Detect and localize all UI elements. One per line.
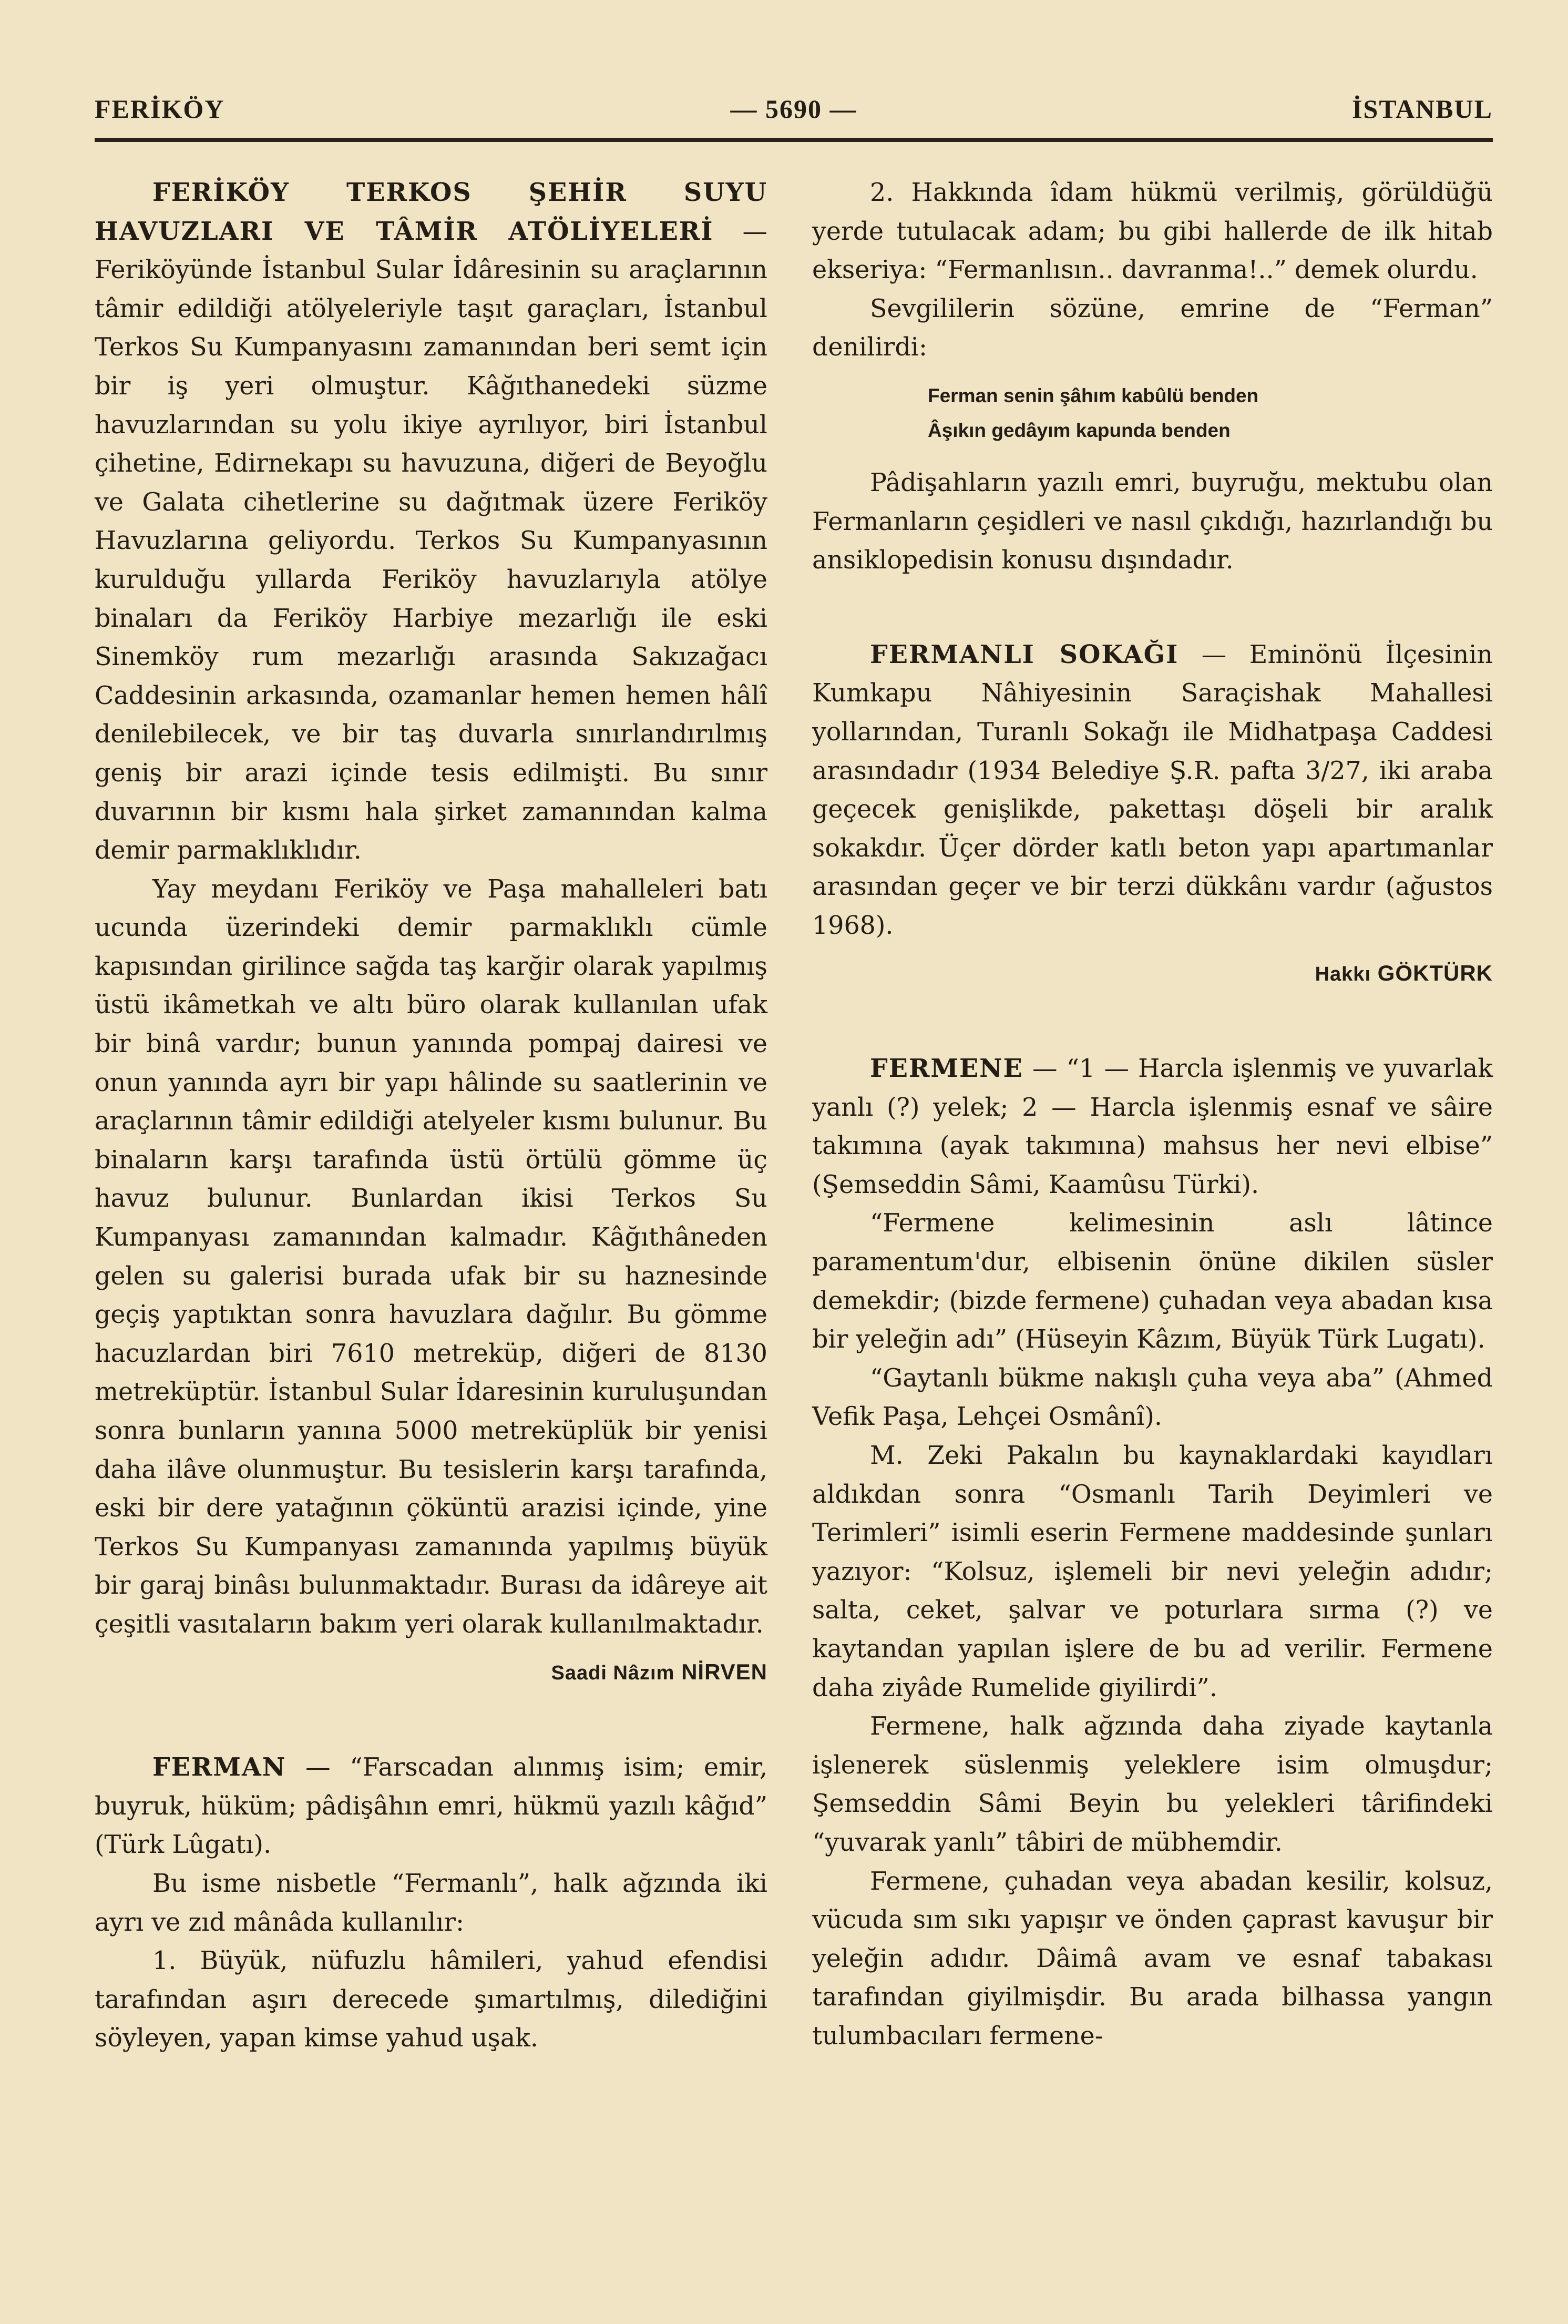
article-paragraph: M. Zeki Pakalın bu kaynaklardaki kayıdları aldıkdan sonra “Osmanlı Tarih Deyimleri ve Terimleri” isimli eserin Fermene maddesinde şunları yazıyor: “Kolsuz, işlemeli bir nevi yeleğin adıdır; salta, ceket, şalvar ve poturlara sırma (?) ve kaytandan yapılan işlere de bu ad verilir. Fermene daha ziyâde Rumelide giyilirdi”. [812, 1441, 1493, 1703]
article-paragraph: Sevgililerin sözüne, emrine de “Ferman” denilirdi: [812, 294, 1493, 362]
article-paragraph: 2. Hakkında îdam hükmü verilmiş, görüldüğü yerde tutulacak adam; bu gibi hallerde de ilk hitab ekseriya: “Fermanlısın.. davranma!..” demek olurdu. [812, 178, 1493, 285]
running-header [95, 94, 1493, 125]
left-column [95, 174, 767, 2058]
article-fermanli-sokagi [812, 636, 1493, 994]
article-paragraph: Fermene, çuhadan veya abadan kesilir, kolsuz, vücuda sım sıkı yapışır ve önden çaprast kavuşur bir yeleğin adıdır. Dâimâ avam ve esnaf tabakası tarafından giyilmişdir. Bu arada bilhassa yangın tulumbacıları fermene- [812, 1867, 1493, 2051]
article-paragraph: Bu isme nisbetle “Fermanlı”, halk ağzında iki ayrı ve zıd mânâda kullanılır: [95, 1869, 767, 1937]
article-title: FERMANLI SOKAĞI [870, 639, 1179, 669]
article-paragraph: Yay meydanı Feriköy ve Paşa mahalleleri batı ucunda üzerindeki demir parmaklıklı cümle kapısından girilince sağda taş karğir olarak yapılmış üstü ikâmetkah ve altı büro olarak kullanılan ufak bir binâ vardır; bunun yanında pompaj dairesi ve onun yanında ayrı bir yapı hâlinde su saatlerinin ve araçlarının tâmir edildiği atelyeler kısmı bulunur. Bu binaların karşı tarafında üstü örtülü gömme üç havuz bulunur. Bunlardan ikisi Terkos Su Kumpanyası zamanından kalmadır. Kâğıthâneden gelen su galerisi burada ufak bir su haznesinde geçiş yaptıktan sonra havuzlara dağılır. Bu gömme hacuzlardan biri 7610 metreküp, diğeri de 8130 metreküptür. İstanbul Sular İdaresinin kuruluşundan sonra bunların yanına 5000 metreküplük bir yenisi daha ilâve olunmuştur. Bu tesislerin karşı tarafında, eski bir dere yatağının çöküntü arazisi içinde, yine Terkos Su Kumpanyası zamanında yapılmış büyük bir garaj binâsı bulunmaktadır. Burası da idâreye ait çeşitli vasıtaların bakım yeri olarak kullanılmaktadır. [95, 874, 767, 1639]
author-surname: NİRVEN [681, 1659, 767, 1684]
verse-line: Âşıkın gedâyım kapunda benden [928, 419, 1231, 441]
article-text: — Eminönü İlçesinin Kumkapu Nâhiyesinin Saraçishak Mahallesi yollarından, Turanlı Sokağı ile Midhatpaşa Caddesi arasındadır (1934 Belediye Ş.R. pafta 3/27, iki araba geçecek genişlikde, pakettaşı döşeli bir aralık sokakdır. Üçer dörder katlı beton yapı apartımanlar arasından geçer ve bir terzi dükkânı vardır (ağustos 1968). [812, 640, 1493, 940]
article-ferikoy-terkos [95, 174, 767, 1693]
article-paragraph: “Gaytanlı bükme nakışlı çuha veya aba” (Ahmed Vefik Paşa, Lehçei Osmânî). [812, 1363, 1493, 1432]
article-ferman-continued [812, 174, 1493, 580]
author-surname: GÖKTÜRK [1377, 960, 1493, 985]
header-right: İSTANBUL [1352, 94, 1493, 124]
author-signature [812, 954, 1493, 994]
article-text: — “Farscadan alınmış isim; emir, buyruk, hüküm; pâdişâhın emri, hükmü yazılı kâğıd” (Türk Lûgatı). [95, 1753, 767, 1860]
article-paragraph: “Fermene kelimesinin aslı lâtince paramentum'dur, elbisenin önüne dikilen süsler demekdir; (bizde fermene) çuhadan veya abadan kısa bir yeleğin adı” (Hüseyin Kâzım, Büyük Türk Lugatı). [812, 1209, 1493, 1354]
article-paragraph [95, 1748, 767, 1864]
article-fermene [812, 1049, 1493, 2055]
article-paragraph [812, 636, 1493, 945]
article-title: FERMENE [870, 1054, 1023, 1084]
right-column [812, 174, 1493, 2056]
article-paragraph [812, 1049, 1493, 1204]
article-text: — Feriköyünde İstanbul Sular İdâresinin su araçlarının tâmir edildiği atölyeleriyle taşıt garaçları, İstanbul Terkos Su Kumpanyasını zamanından beri semt için bir iş yeri olmuştur. Kâğıthanedeki süzme havuzlarından su yolu ikiye ayrılıyor, biri İstanbul çihetine, Edirnekapı su havuzuna, diğeri de Beyoğlu ve Galata cihetlerine su dağıtmak üzere Feriköy Havuzlarına geliyordu. Terkos Su Kumpanyasının kurulduğu yıllarda Feriköy havuzlarıyla atölye binaları da Feriköy Harbiye mezarlığı ile eski Sinemköy rum mezarlığı arasında Sakızağacı Caddesinin arkasında, ozamanlar hemen hemen hâlî denilebilecek, ve bir taş duvarla sınırlandırılmış geniş bir arazi içinde tesis edilmişti. Bu sınır duvarının bir kısmı hala şirket zamanından kalma demir parmaklıklıdır. [95, 217, 767, 865]
author-first-name: Saadi Nâzım [551, 1662, 675, 1684]
article-paragraph: 1. Büyük, nüfuzlu hâmileri, yahud efendisi tarafından aşırı derecede şımartılmış, dilediğini söyleyen, yapan kimse yahud uşak. [95, 1946, 767, 2053]
article-paragraph [95, 174, 767, 870]
author-signature [95, 1653, 767, 1693]
article-title: FERMAN [152, 1752, 286, 1782]
header-left: FERİKÖY [95, 94, 225, 124]
article-title: FERİKÖY TERKOS ŞEHİR SUYU HAVUZLARI VE TÂMİR ATÖLİYELERİ [95, 178, 767, 246]
verse-couplet [812, 379, 1493, 448]
verse-line: Ferman senin şâhım kabûlü benden [928, 384, 1259, 406]
page-number: — 5690 — [730, 94, 857, 124]
article-paragraph: Fermene, halk ağzında daha ziyade kaytanla işlenerek süslenmiş yeleklere isim olmuşdur; Şemseddin Sâmi Beyin bu yelekleri târifindeki “yuvarak yanlı” tâbiri de mübhemdir. [812, 1712, 1493, 1857]
article-ferman [95, 1748, 767, 2058]
header-rule [95, 138, 1493, 142]
article-text: — “1 — Harcla işlenmiş ve yuvarlak yanlı (?) yelek; 2 — Harcla işlenmiş esnaf ve sâire takımına (ayak takımına) mahsus her nevi elbise” (Şemseddin Sâmi, Kaamûsu Türki). [812, 1054, 1493, 1199]
article-paragraph: Pâdişahların yazılı emri, buyruğu, mektubu olan Fermanların çeşidleri ve nasıl çıkdığı, hazırlandığı bu ansiklopedisin konusu dışındadır. [812, 468, 1493, 575]
author-first-name: Hakkı [1315, 963, 1371, 985]
